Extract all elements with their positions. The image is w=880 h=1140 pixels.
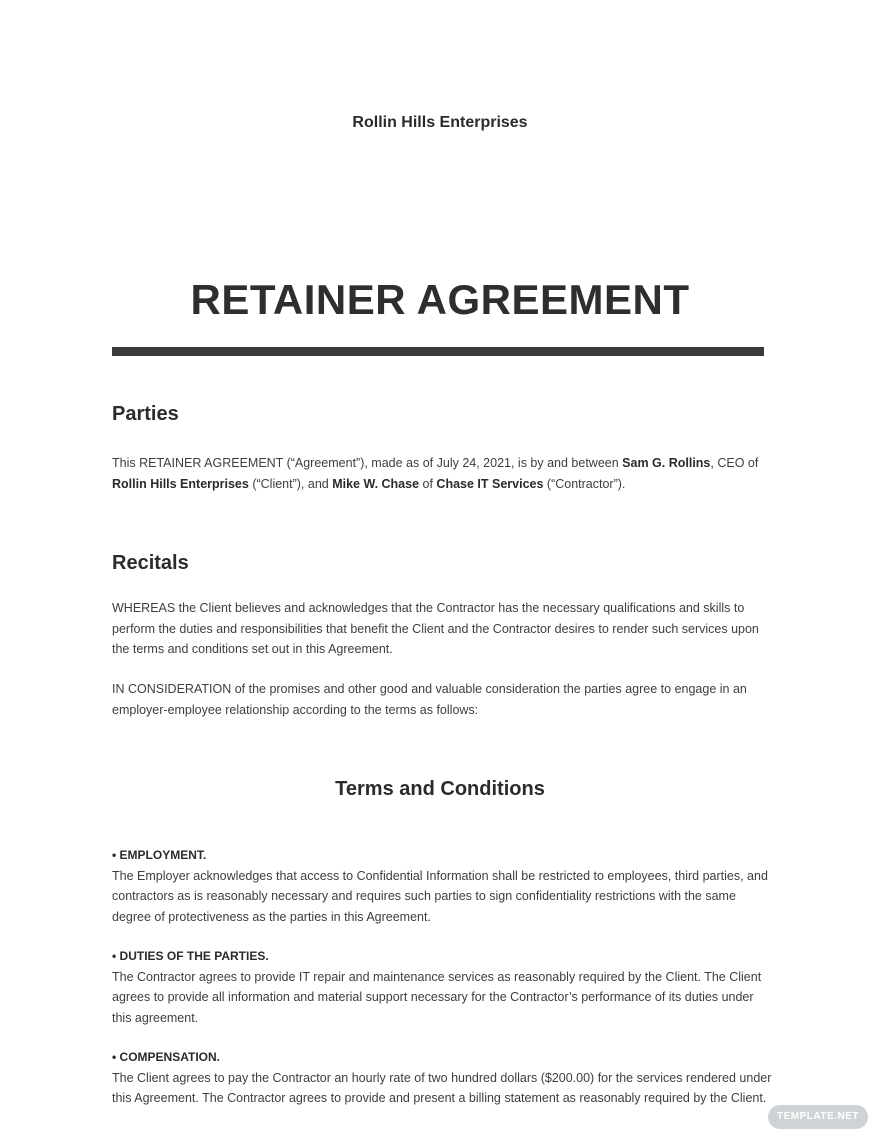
client-company: Rollin Hills Enterprises xyxy=(112,476,249,491)
document-title: RETAINER AGREEMENT xyxy=(190,276,690,323)
terms-item-employment xyxy=(112,845,776,927)
parties-heading: Parties xyxy=(112,403,179,425)
terms-item-compensation xyxy=(112,1047,776,1109)
template-watermark-badge: TEMPLATE.NET xyxy=(768,1105,868,1129)
contractor-representative: Mike W. Chase xyxy=(332,476,420,491)
parties-text-2: , CEO of xyxy=(710,456,759,470)
parties-paragraph xyxy=(112,453,776,494)
recitals-paragraph-1: WHEREAS the Client believes and acknowledges that the Contractor has the necessary qualifications and skills to perform the duties and responsibilities that benefit the Client and the Contractor desires to render such services upon the terms and conditions set out in this Agreement. xyxy=(112,601,759,656)
company-name: Rollin Hills Enterprises xyxy=(352,114,528,131)
terms-item-title: • DUTIES OF THE PARTIES. xyxy=(112,949,269,963)
recitals-paragraph-2: IN CONSIDERATION of the promises and other good and valuable consideration the parties agree to engage in an employer-employee relationship according to the terms as follows: xyxy=(112,682,747,717)
terms-item-body: The Contractor agrees to provide IT repair and maintenance services as reasonably required by the Client. The Client agrees to provide all information and material support necessary for the Contractor’s performance of its duties under this agreement. xyxy=(112,969,762,1025)
terms-item-title: • EMPLOYMENT. xyxy=(112,848,207,862)
terms-heading: Terms and Conditions xyxy=(335,778,545,800)
title-divider xyxy=(112,347,764,356)
parties-text-1: This RETAINER AGREEMENT (“Agreement”), made as of July 24, 2021, is by and between xyxy=(112,456,623,470)
parties-text-4: of xyxy=(419,476,437,491)
terms-item-duties xyxy=(112,946,776,1028)
terms-item-title: • COMPENSATION. xyxy=(112,1050,220,1064)
parties-text-5: (“Contractor”). xyxy=(543,476,626,491)
terms-item-body: The Client agrees to pay the Contractor an hourly rate of two hundred dollars ($200.00) for the services rendered under this Agreement. The Contractor agrees to provide and present a billing statement as reasonably required by the Client. xyxy=(112,1070,772,1105)
recitals-heading: Recitals xyxy=(112,552,189,574)
contractor-company: Chase IT Services xyxy=(436,476,544,491)
parties-text-3: (“Client”), and xyxy=(248,476,333,491)
terms-item-body: The Employer acknowledges that access to Confidential Information shall be restricted to employees, third parties, and contractors as is reasonably necessary and requires such parties to sign confidentiality restrictions with the same degree of protectiveness as the parties in this Agreement. xyxy=(112,868,768,924)
client-representative: Sam G. Rollins xyxy=(622,456,711,470)
